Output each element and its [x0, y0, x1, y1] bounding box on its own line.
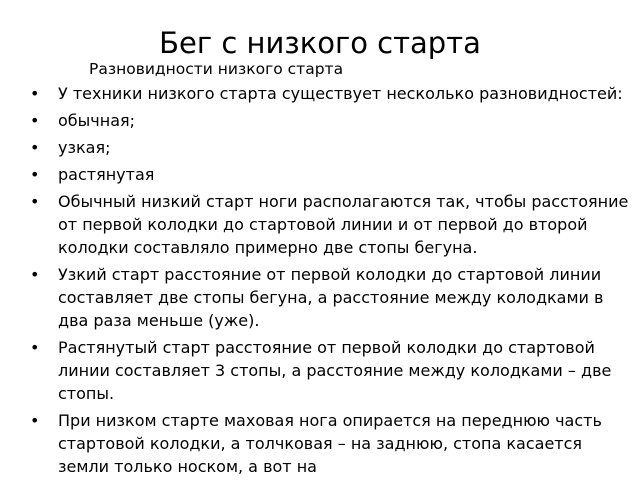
bullet-item [0, 163, 640, 186]
slide-title: Бег с низкого старта [159, 26, 481, 60]
slide-subtitle: Разновидности низкого старта [89, 60, 344, 78]
bullet-dot-icon: • [30, 411, 40, 430]
bullet-dot-icon: • [30, 265, 40, 284]
bullet-text: обычная; [58, 111, 136, 130]
bullet-text: растянутая [58, 165, 155, 184]
bullet-item [0, 136, 640, 159]
bullet-item [0, 409, 640, 478]
bullet-text: узкая; [58, 138, 111, 157]
bullet-item [0, 109, 640, 132]
bullet-text: Обычный низкий старт ноги располагаются так, чтобы расстояние от первой колодки до стартовой линии и от первой до второй колодки составляло примерно две стопы бегуна. [58, 192, 629, 257]
bullet-text: Растянутый старт расстояние от первой колодки до стартовой линии составляет 3 стопы, а расстояние между колодками – две стопы. [58, 338, 612, 403]
bullet-dot-icon: • [30, 111, 40, 130]
bullet-dot-icon: • [30, 138, 40, 157]
bullet-list [0, 82, 640, 482]
bullet-text: При низком старте маховая нога опирается на переднюю часть стартовой колодки, а толчковая – на заднюю, стопа касается земли только носком, а вот на [58, 411, 602, 476]
bullet-item [0, 336, 640, 405]
bullet-dot-icon: • [30, 84, 40, 103]
bullet-item [0, 82, 640, 105]
bullet-item [0, 190, 640, 259]
bullet-dot-icon: • [30, 338, 40, 357]
bullet-dot-icon: • [30, 165, 40, 184]
bullet-text: У техники низкого старта существует несколько разновидностей: [58, 84, 623, 103]
bullet-text: Узкий старт расстояние от первой колодки до стартовой линии составляет две стопы бегуна, а расстояние между колодками в два раза меньше (уже). [58, 265, 604, 330]
bullet-item [0, 263, 640, 332]
bullet-dot-icon: • [30, 192, 40, 211]
